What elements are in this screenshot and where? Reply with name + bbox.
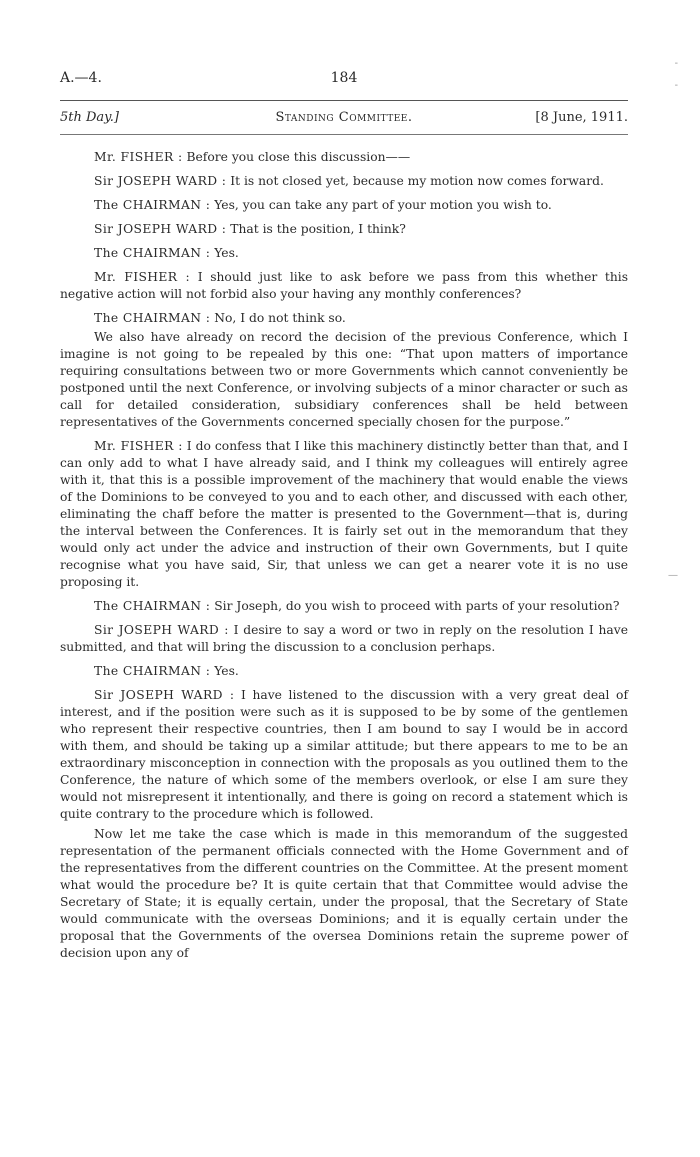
section-rule bbox=[60, 134, 628, 135]
paragraph-text: No, I do not think so. bbox=[214, 311, 346, 325]
running-header bbox=[60, 70, 628, 90]
paragraph bbox=[60, 221, 628, 238]
section-title: Standing Committee. bbox=[275, 110, 413, 125]
paragraph bbox=[60, 622, 628, 656]
speaker-name: Mr. FISHER : bbox=[94, 439, 183, 453]
paragraph-text: Yes, you can take any part of your motion you wish to. bbox=[214, 198, 552, 212]
paragraph-text: We also have already on record the decision of the previous Conference, which I imagine is not going to be repealed by this one: “That upon matters of importance requiring consultations between two or more Governments which cannot conveniently be postponed until the next Conference, or involving subjects of a minor character or such as call for detailed consideration, subsidiary conferences shall be held between representatives of the Governments concerned specially chosen for the purpose.” bbox=[60, 330, 628, 429]
paragraph-text: I do confess that I like this machinery distinctly better than that, and I can only add to what I have already said, and I think my colleagues will entirely agree with it, that this is a possible improvement of the machinery that would enable the views of the Dominions to be conveyed to you and to each other, and discussed with each other, eliminating the chaff before the matter is presented to the Government—that is, during the interval between the Conferences. It is fairly set out in the memorandum that they would only act under the advice and instruction of their own Governments, but I quite recognise what you have said, Sir, that unless we can get a nearer vote it is no use proposing it. bbox=[60, 439, 628, 589]
speaker-name: The CHAIRMAN : bbox=[94, 599, 211, 613]
paragraph-text: I have listened to the discussion with a very great deal of interest, and if the position were such as it is supposed to be by some of the gentlemen who represent their respective countries, then I am bound to say I would be in accord with them, and should be taking up a similar attitude; but there appears to me to be an extraordinary misconception in connection with the proposals as you outlined them to the Conference, the nature of which some of the members overlook, or else I am sure they would not misrepresent it intentionally, and there is going on record a statement which is quite contrary to the procedure which is followed. bbox=[60, 688, 628, 821]
transcript-body bbox=[60, 149, 628, 969]
paragraph-text: Before you close this discussion—— bbox=[186, 150, 411, 164]
paragraph-text: I desire to say a word or two in reply on the resolution I have submitted, and that will bring the discussion to a conclusion perhaps. bbox=[60, 623, 628, 654]
paragraph-text: It is not closed yet, because my motion now comes forward. bbox=[230, 174, 604, 188]
speaker-name: Sir JOSEPH WARD : bbox=[94, 688, 235, 702]
paragraph-text: That is the position, I think? bbox=[230, 222, 406, 236]
paragraph bbox=[60, 598, 628, 615]
paragraph bbox=[60, 245, 628, 262]
speaker-name: The CHAIRMAN : bbox=[94, 246, 211, 260]
page-number: 184 bbox=[330, 70, 358, 86]
paragraph bbox=[60, 663, 628, 680]
paragraph-text: Yes. bbox=[214, 664, 239, 678]
speaker-name: Mr. FISHER : bbox=[94, 150, 183, 164]
section-header bbox=[60, 110, 628, 130]
margin-mark: - bbox=[674, 58, 678, 69]
header-rule bbox=[60, 100, 628, 101]
paragraph bbox=[60, 197, 628, 214]
paragraph bbox=[60, 269, 628, 303]
day-label: 5th Day.] bbox=[60, 110, 119, 125]
speaker-name: The CHAIRMAN : bbox=[94, 311, 211, 325]
speaker-name: Mr. FISHER : bbox=[94, 270, 191, 284]
document-reference: A.—4. bbox=[60, 70, 102, 86]
margin-mark: - bbox=[674, 80, 678, 91]
paragraph bbox=[60, 329, 628, 431]
margin-mark: — bbox=[668, 570, 678, 581]
speaker-name: Sir JOSEPH WARD : bbox=[94, 222, 227, 236]
paragraph bbox=[60, 826, 628, 962]
speaker-name: Sir JOSEPH WARD : bbox=[94, 174, 227, 188]
speaker-name: The CHAIRMAN : bbox=[94, 198, 211, 212]
paragraph bbox=[60, 438, 628, 591]
paragraph bbox=[60, 687, 628, 823]
paragraph-text: I should just like to ask before we pass from this whether this negative action will not forbid also your having any monthly conferences? bbox=[60, 270, 629, 301]
paragraph bbox=[60, 149, 628, 166]
date-label: [8 June, 1911. bbox=[535, 110, 628, 125]
speaker-name: Sir JOSEPH WARD : bbox=[94, 623, 229, 637]
paragraph bbox=[60, 173, 628, 190]
paragraph bbox=[60, 310, 628, 327]
paragraph-text: Now let me take the case which is made in this memorandum of the suggested representation of the permanent officials connected with the Home Government and of the representatives from the different countries on the Committee. At the present moment what would the procedure be? It is quite certain that that Committee would advise the Secretary of State; it is equally certain, under the proposal, that the Secretary of State would communicate with the overseas Dominions; and it is equally certain under the proposal that the Governments of the oversea Dominions retain the supreme power of decision upon any of bbox=[60, 827, 628, 960]
paragraph-text: Sir Joseph, do you wish to proceed with parts of your resolution? bbox=[214, 599, 620, 613]
speaker-name: The CHAIRMAN : bbox=[94, 664, 211, 678]
paragraph-text: Yes. bbox=[214, 246, 239, 260]
